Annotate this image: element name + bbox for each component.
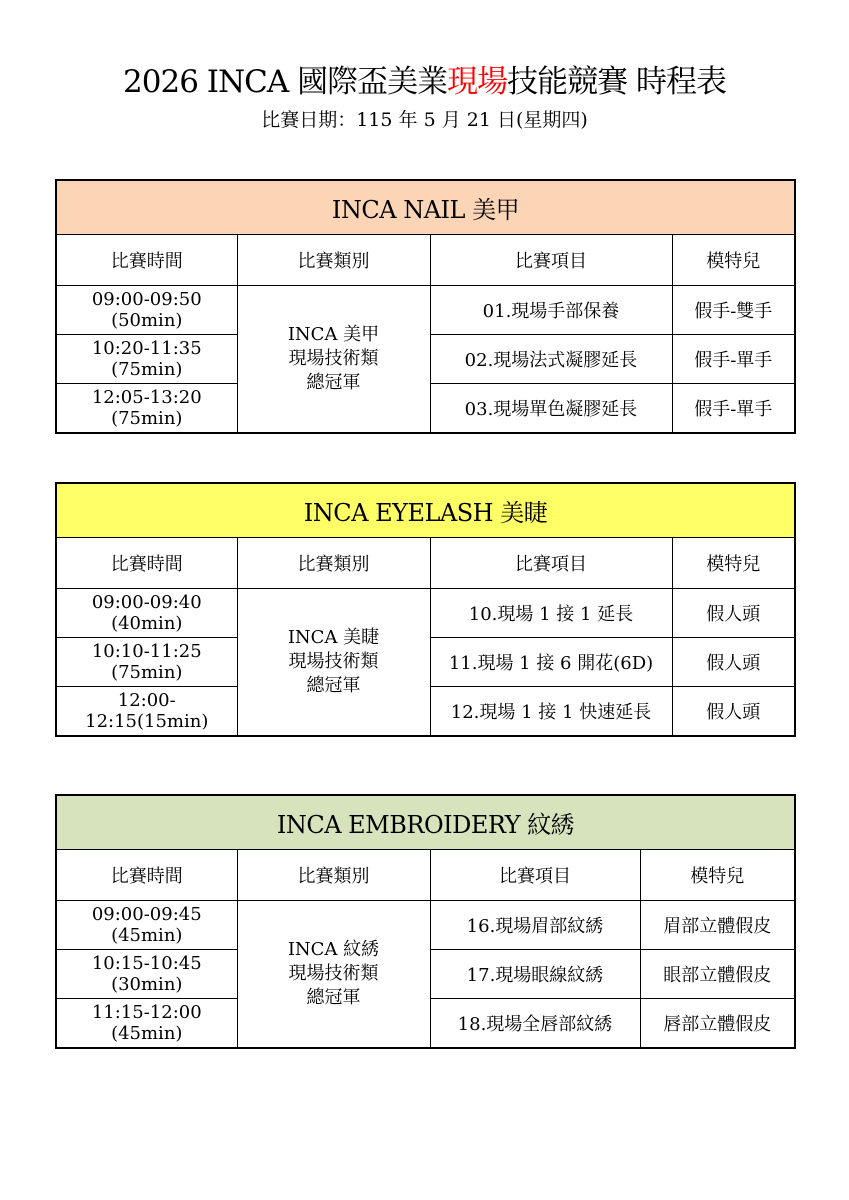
model-cell: 假手-單手 xyxy=(672,384,795,434)
col-time: 比賽時間 xyxy=(56,235,237,286)
col-model: 模特兒 xyxy=(672,538,795,589)
embroidery-schedule-table xyxy=(55,794,796,1049)
item-cell: 03.現場單色凝膠延長 xyxy=(430,384,672,434)
col-category: 比賽類別 xyxy=(237,235,430,286)
time-cell: 12:00-12:15(15min) xyxy=(56,687,237,737)
title-suffix: 技能競賽 時程表 xyxy=(507,64,726,100)
item-cell: 16.現場眉部紋綉 xyxy=(430,901,640,950)
time-cell: 10:10-11:25 (75min) xyxy=(56,638,237,687)
category-line: INCA 美睫 xyxy=(287,627,380,648)
section-title: INCA NAIL 美甲 xyxy=(56,180,795,235)
time-cell: 12:05-13:20 (75min) xyxy=(56,384,237,434)
model-cell: 眼部立體假皮 xyxy=(640,950,795,999)
page-title xyxy=(0,62,849,102)
col-item: 比賽項目 xyxy=(430,850,640,901)
item-cell: 01.現場手部保養 xyxy=(430,286,672,335)
item-cell: 18.現場全唇部紋綉 xyxy=(430,999,640,1049)
model-cell: 假人頭 xyxy=(672,687,795,737)
eyelash-schedule-table xyxy=(55,482,796,737)
column-header-row xyxy=(56,850,795,901)
item-cell: 17.現場眼線紋綉 xyxy=(430,950,640,999)
item-cell: 10.現場 1 接 1 延長 xyxy=(430,589,672,638)
col-time: 比賽時間 xyxy=(56,538,237,589)
col-item: 比賽項目 xyxy=(430,538,672,589)
column-header-row xyxy=(56,235,795,286)
model-cell: 假手-單手 xyxy=(672,335,795,384)
section-title: INCA EYELASH 美睫 xyxy=(56,483,795,538)
table-row xyxy=(56,901,795,950)
column-header-row xyxy=(56,538,795,589)
section-header xyxy=(56,795,795,850)
item-cell: 12.現場 1 接 1 快速延長 xyxy=(430,687,672,737)
section-header xyxy=(56,483,795,538)
competition-date: 比賽日期：115 年 5 月 21 日(星期四) xyxy=(261,109,588,131)
model-cell: 假人頭 xyxy=(672,589,795,638)
col-model: 模特兒 xyxy=(640,850,795,901)
item-cell: 02.現場法式凝膠延長 xyxy=(430,335,672,384)
category-line: 現場技術類 xyxy=(288,963,379,984)
time-cell: 11:15-12:00 (45min) xyxy=(56,999,237,1049)
item-cell: 11.現場 1 接 6 開花(6D) xyxy=(430,638,672,687)
category-cell xyxy=(237,286,430,434)
model-cell: 假人頭 xyxy=(672,638,795,687)
time-cell: 10:15-10:45 (30min) xyxy=(56,950,237,999)
category-line: 現場技術類 xyxy=(288,651,379,672)
time-cell: 09:00-09:40 (40min) xyxy=(56,589,237,638)
col-item: 比賽項目 xyxy=(430,235,672,286)
title-prefix: 2026 INCA 國際盃美業 xyxy=(123,64,448,100)
col-category: 比賽類別 xyxy=(237,538,430,589)
table-row xyxy=(56,589,795,638)
nail-schedule-table xyxy=(55,179,796,434)
time-cell: 09:00-09:50 (50min) xyxy=(56,286,237,335)
category-line: 總冠軍 xyxy=(306,987,361,1008)
table-row xyxy=(56,286,795,335)
col-model: 模特兒 xyxy=(672,235,795,286)
section-title: INCA EMBROIDERY 紋綉 xyxy=(56,795,795,850)
category-line: INCA 美甲 xyxy=(287,324,380,345)
category-cell xyxy=(237,589,430,737)
time-cell: 10:20-11:35 (75min) xyxy=(56,335,237,384)
model-cell: 眉部立體假皮 xyxy=(640,901,795,950)
model-cell: 唇部立體假皮 xyxy=(640,999,795,1049)
category-line: INCA 紋綉 xyxy=(287,939,380,960)
time-cell: 09:00-09:45 (45min) xyxy=(56,901,237,950)
col-time: 比賽時間 xyxy=(56,850,237,901)
category-cell xyxy=(237,901,430,1049)
category-line: 總冠軍 xyxy=(306,372,361,393)
category-line: 總冠軍 xyxy=(306,675,361,696)
title-highlight: 現場 xyxy=(447,64,508,100)
col-category: 比賽類別 xyxy=(237,850,430,901)
section-header xyxy=(56,180,795,235)
category-line: 現場技術類 xyxy=(288,348,379,369)
model-cell: 假手-雙手 xyxy=(672,286,795,335)
